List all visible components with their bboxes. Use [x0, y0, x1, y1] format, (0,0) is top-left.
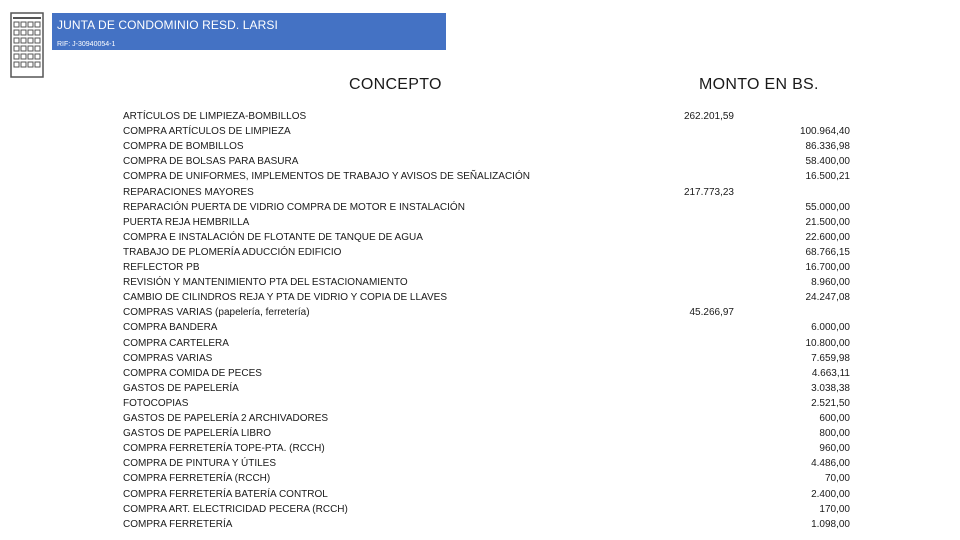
- table-row: [0, 443, 960, 458]
- header-banner: [52, 13, 446, 50]
- row-amount: 960,00: [819, 443, 850, 455]
- row-concept: COMPRA FERRETERÍA (RCCH): [123, 473, 271, 485]
- row-concept: COMPRA DE BOMBILLOS: [123, 141, 244, 153]
- row-amount: 8.960,00: [811, 277, 850, 289]
- row-concept: ARTÍCULOS DE LIMPIEZA-BOMBILLOS: [123, 111, 307, 122]
- row-amount: 4.486,00: [811, 458, 850, 470]
- row-amount: 70,00: [824, 473, 850, 485]
- column-header-monto: MONTO EN BS.: [699, 76, 819, 93]
- row-amount: 6.000,00: [811, 322, 850, 334]
- row-amount: 2.521,50: [811, 397, 850, 409]
- row-concept: REVISIÓN Y MANTENIMIENTO PTA DEL ESTACIONAMIENTO: [123, 277, 408, 289]
- row-amount: 3.038,38: [811, 382, 850, 394]
- table-row: [0, 413, 960, 428]
- row-concept: COMPRA ART. ELECTRICIDAD PECERA (RCCH): [123, 503, 348, 515]
- row-concept: COMPRA DE UNIFORMES, IMPLEMENTOS DE TRABAJO Y AVISOS DE SEÑALIZACIÓN: [123, 171, 530, 183]
- row-concept: COMPRAS VARIAS: [123, 352, 213, 364]
- row-subtotal: 262.201,59: [683, 111, 734, 122]
- row-concept: COMPRA FERRETERÍA: [123, 518, 233, 530]
- rif-number: RIF: J-30940054-1: [57, 41, 116, 48]
- table-row: [0, 262, 960, 277]
- table-row: [0, 156, 960, 171]
- table-row: [0, 217, 960, 232]
- row-amount: 600,00: [819, 413, 850, 424]
- row-concept: GASTOS DE PAPELERÍA LIBRO: [123, 428, 272, 440]
- table-row: [0, 247, 960, 262]
- row-concept: COMPRA COMIDA DE PECES: [123, 367, 262, 379]
- row-amount: 24.247,08: [805, 292, 850, 304]
- table-row: [0, 141, 960, 156]
- section-row: [0, 111, 960, 126]
- row-amount: 86.336,98: [805, 141, 850, 153]
- row-concept: COMPRA FERRETERÍA TOPE-PTA. (RCCH): [123, 443, 325, 455]
- row-concept: TRABAJO DE PLOMERÍA ADUCCIÓN EDIFICIO: [123, 246, 342, 258]
- table-row: [0, 398, 960, 413]
- row-concept: COMPRAS VARIAS (papelería, ferretería): [123, 307, 310, 319]
- table-row: [0, 428, 960, 443]
- table-row: [0, 126, 960, 141]
- row-concept: COMPRA BANDERA: [123, 322, 218, 334]
- table-row: [0, 292, 960, 307]
- column-header-concepto: CONCEPTO: [349, 76, 442, 93]
- section-row: [0, 187, 960, 202]
- row-concept: COMPRA CARTELERA: [123, 337, 229, 349]
- row-concept: GASTOS DE PAPELERÍA: [123, 382, 239, 394]
- row-concept: COMPRA ARTÍCULOS DE LIMPIEZA: [123, 126, 291, 138]
- row-amount: 1.098,00: [811, 518, 850, 530]
- row-concept: REFLECTOR PB: [123, 262, 200, 273]
- table-row: [0, 519, 960, 534]
- row-amount: 4.663,11: [811, 367, 850, 379]
- table-row: [0, 277, 960, 292]
- row-concept: PUERTA REJA HEMBRILLA: [123, 216, 250, 228]
- row-amount: 21.500,00: [805, 216, 850, 228]
- table-row: [0, 202, 960, 217]
- building-icon: [10, 12, 44, 78]
- row-amount: 16.500,21: [805, 171, 850, 183]
- table-row: [0, 383, 960, 398]
- row-amount: 100.964,40: [799, 126, 850, 138]
- row-amount: 170,00: [819, 503, 850, 515]
- row-concept: COMPRA FERRETERÍA BATERÍA CONTROL: [123, 488, 328, 500]
- table-row: [0, 473, 960, 488]
- row-subtotal: 217.773,23: [683, 186, 734, 198]
- row-concept: FOTOCOPIAS: [123, 397, 189, 409]
- row-amount: 16.700,00: [805, 262, 850, 273]
- row-concept: CAMBIO DE CILINDROS REJA Y PTA DE VIDRIO Y COPIA DE LLAVES: [123, 292, 447, 304]
- row-concept: REPARACIONES MAYORES: [123, 186, 254, 198]
- row-concept: COMPRA DE PINTURA Y ÚTILES: [123, 458, 277, 470]
- table-row: [0, 368, 960, 383]
- row-amount: 2.400,00: [811, 488, 850, 500]
- row-subtotal: 45.266,97: [689, 307, 734, 319]
- condo-title: JUNTA DE CONDOMINIO RESD. LARSI: [57, 18, 278, 32]
- row-concept: COMPRA DE BOLSAS PARA BASURA: [123, 156, 299, 168]
- row-concept: GASTOS DE PAPELERÍA 2 ARCHIVADORES: [123, 413, 329, 424]
- table-row: [0, 504, 960, 519]
- row-amount: 7.659,98: [811, 352, 850, 364]
- table-row: [0, 458, 960, 473]
- table-row: [0, 232, 960, 247]
- table-row: [0, 171, 960, 186]
- table-row: [0, 322, 960, 337]
- row-amount: 68.766,15: [805, 246, 850, 258]
- row-amount: 58.400,00: [805, 156, 850, 168]
- row-concept: REPARACIÓN PUERTA DE VIDRIO COMPRA DE MOTOR E INSTALACIÓN: [123, 201, 465, 213]
- row-amount: 10.800,00: [805, 337, 850, 349]
- row-concept: COMPRA E INSTALACIÓN DE FLOTANTE DE TANQUE DE AGUA: [123, 231, 423, 243]
- row-amount: 800,00: [819, 428, 850, 440]
- row-amount: 22.600,00: [805, 231, 850, 243]
- section-row: [0, 307, 960, 322]
- table-row: [0, 338, 960, 353]
- table-row: [0, 353, 960, 368]
- table-row: [0, 489, 960, 504]
- row-amount: 55.000,00: [805, 201, 850, 213]
